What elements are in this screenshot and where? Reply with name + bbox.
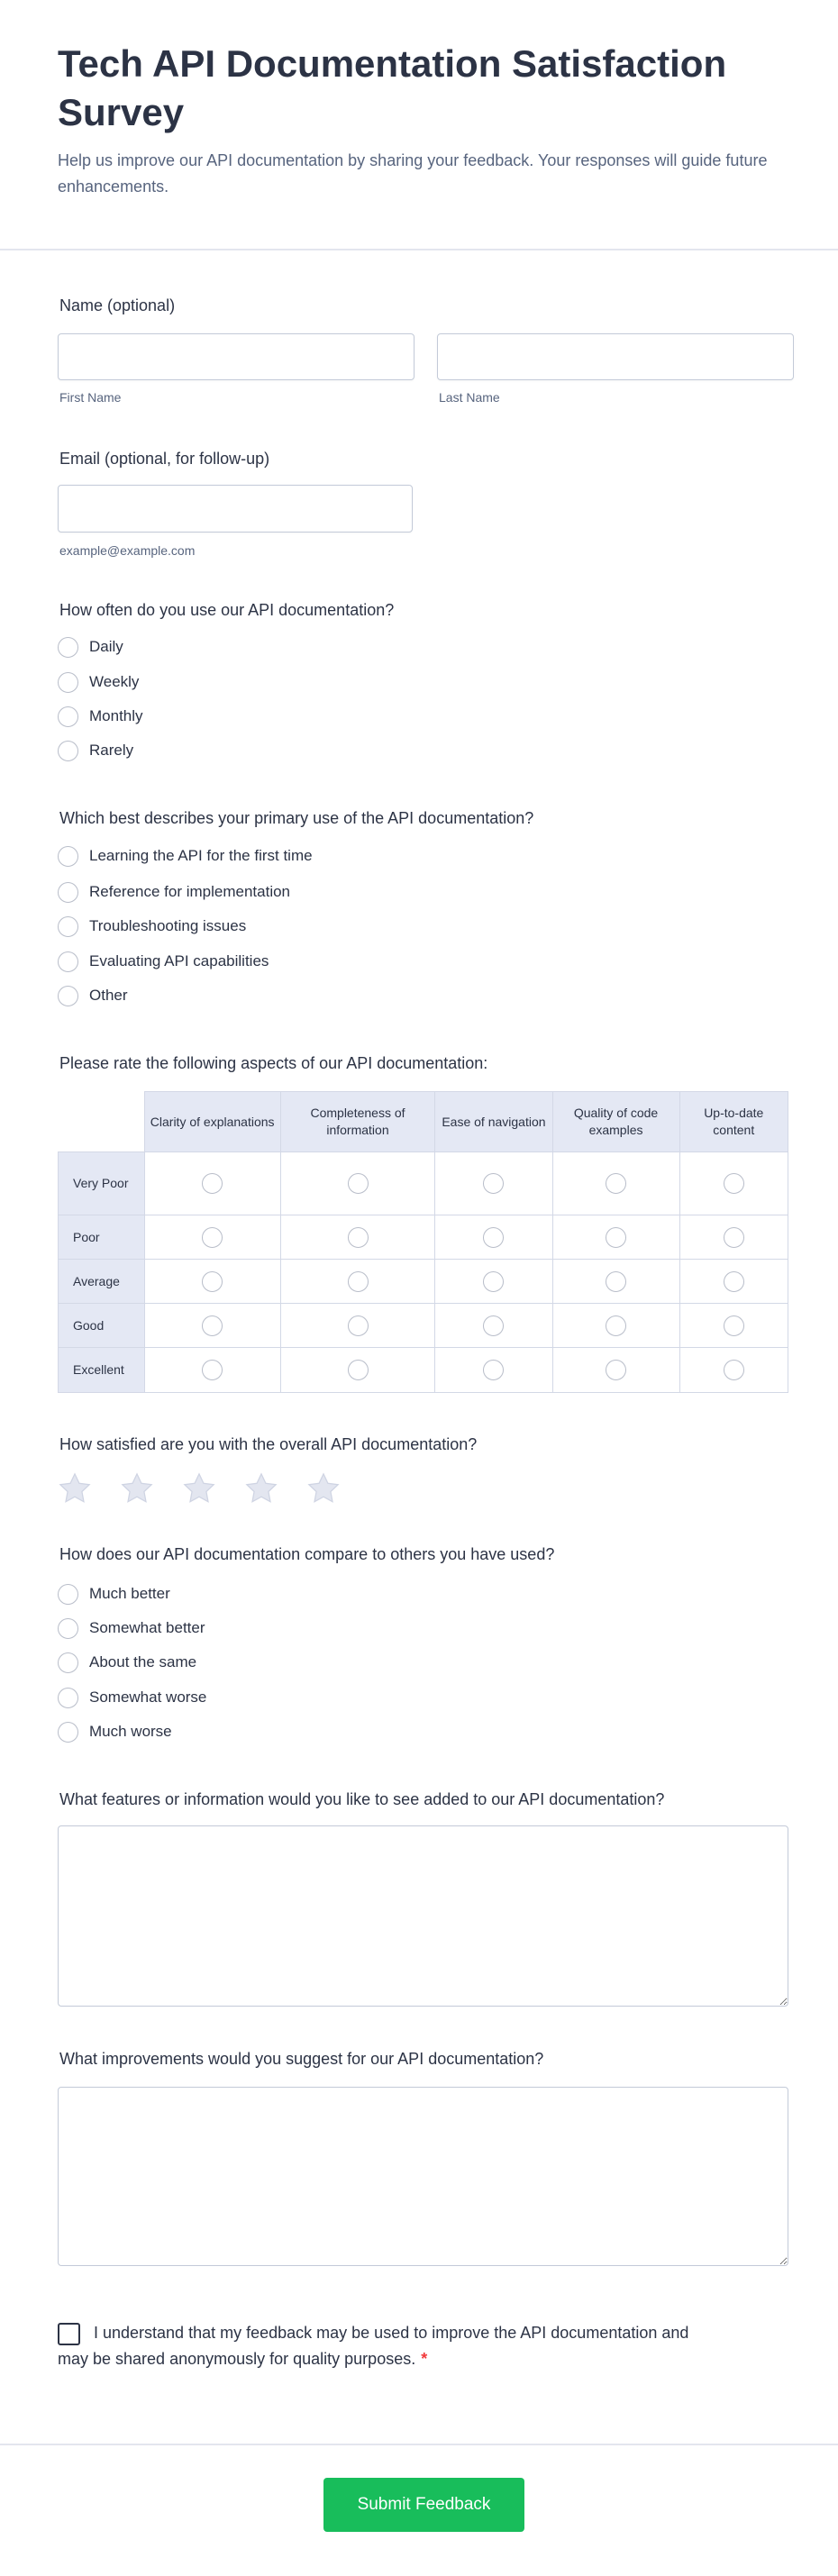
option-label: Much better [89, 1585, 170, 1602]
radio-button[interactable] [58, 706, 78, 727]
radio-button[interactable] [58, 1584, 78, 1605]
option-label: Monthly [89, 707, 143, 724]
matrix-cell[interactable] [144, 1260, 280, 1304]
comparison-option[interactable] [58, 1684, 206, 1711]
option-label: Weekly [89, 673, 140, 690]
matrix-cell[interactable] [144, 1215, 280, 1260]
required-asterisk: * [421, 2350, 428, 2368]
primary-use-option[interactable] [58, 982, 128, 1009]
star-icon[interactable] [182, 1471, 216, 1506]
email-label: Email (optional, for follow-up) [59, 450, 270, 468]
matrix-cell[interactable] [679, 1304, 788, 1348]
matrix-cell[interactable] [280, 1348, 435, 1393]
matrix-radio-button[interactable] [348, 1315, 369, 1336]
matrix-cell[interactable] [679, 1260, 788, 1304]
matrix-cell[interactable] [435, 1215, 552, 1260]
frequency-question: How often do you use our API documentation? [59, 601, 395, 619]
primary-use-option[interactable] [58, 842, 313, 869]
radio-button[interactable] [58, 1652, 78, 1673]
star-icon[interactable] [306, 1471, 341, 1506]
radio-button[interactable] [58, 951, 78, 972]
matrix-radio-button[interactable] [202, 1315, 223, 1336]
matrix-radio-button[interactable] [724, 1360, 744, 1380]
matrix-radio-button[interactable] [348, 1271, 369, 1292]
matrix-cell[interactable] [280, 1215, 435, 1260]
matrix-corner [59, 1092, 145, 1152]
frequency-option[interactable] [58, 703, 143, 730]
matrix-cell[interactable] [435, 1152, 552, 1215]
matrix-radio-button[interactable] [202, 1173, 223, 1194]
footer-divider [0, 2444, 838, 2445]
matrix-column-header: Clarity of explanations [144, 1092, 280, 1152]
matrix-cell[interactable] [144, 1304, 280, 1348]
frequency-option[interactable] [58, 633, 123, 660]
matrix-row [59, 1304, 788, 1348]
matrix-cell[interactable] [435, 1260, 552, 1304]
option-label: Somewhat worse [89, 1689, 207, 1706]
matrix-row [59, 1215, 788, 1260]
page-description: Help us improve our API documentation by sharing your feedback. Your responses will guide future enhancements. [58, 151, 768, 196]
star-rating [58, 1471, 341, 1506]
submit-button[interactable]: Submit Feedback [323, 2478, 524, 2532]
matrix-radio-button[interactable] [348, 1227, 369, 1248]
option-label: Somewhat better [89, 1619, 205, 1636]
first-name-input[interactable] [58, 333, 414, 380]
consent-label: I understand that my feedback may be used to improve the API documentation and may be shared anonymously for quality purposes. [58, 2324, 689, 2368]
option-label: About the same [89, 1653, 197, 1670]
matrix-cell[interactable] [435, 1304, 552, 1348]
comparison-option[interactable] [58, 1649, 196, 1676]
matrix-row-label: Average [59, 1260, 145, 1304]
last-name-input[interactable] [437, 333, 794, 380]
matrix-radio-button[interactable] [724, 1227, 744, 1248]
first-name-sublabel: First Name [59, 390, 122, 405]
matrix-row-label: Excellent [59, 1348, 145, 1393]
matrix-cell[interactable] [679, 1215, 788, 1260]
frequency-option[interactable] [58, 737, 133, 764]
matrix-radio-button[interactable] [483, 1271, 504, 1292]
radio-button[interactable] [58, 882, 78, 903]
matrix-radio-button[interactable] [606, 1173, 626, 1194]
option-label: Reference for implementation [89, 883, 291, 900]
matrix-row-label: Very Poor [59, 1152, 145, 1215]
matrix-cell[interactable] [435, 1348, 552, 1393]
matrix-cell[interactable] [280, 1152, 435, 1215]
matrix-row-label: Good [59, 1304, 145, 1348]
email-sublabel: example@example.com [59, 543, 196, 558]
option-label: Daily [89, 638, 123, 655]
name-label: Name (optional) [59, 296, 176, 314]
matrix-radio-button[interactable] [724, 1271, 744, 1292]
star-icon[interactable] [244, 1471, 278, 1506]
matrix-cell[interactable] [552, 1304, 679, 1348]
option-label: Evaluating API capabilities [89, 952, 269, 969]
matrix-row-label: Poor [59, 1215, 145, 1260]
matrix-question: Please rate the following aspects of our API documentation: [59, 1054, 488, 1072]
matrix-cell[interactable] [552, 1260, 679, 1304]
page-title: Tech API Documentation Satisfaction Survey [58, 42, 727, 133]
matrix-column-header: Up-to-date content [679, 1092, 788, 1152]
consent-text [58, 2320, 706, 2372]
matrix-radio-button[interactable] [483, 1227, 504, 1248]
option-label: Other [89, 987, 128, 1004]
email-input[interactable] [58, 485, 413, 532]
star-icon[interactable] [120, 1471, 154, 1506]
matrix-row [59, 1152, 788, 1215]
improvements-question: What improvements would you suggest for our API documentation? [59, 2050, 544, 2068]
comparison-option[interactable] [58, 1615, 205, 1642]
matrix-cell[interactable] [144, 1152, 280, 1215]
matrix-cell[interactable] [144, 1348, 280, 1393]
matrix-cell[interactable] [679, 1348, 788, 1393]
comparison-question: How does our API documentation compare to others you have used? [59, 1545, 555, 1563]
header-divider [0, 249, 838, 250]
matrix-radio-button[interactable] [724, 1315, 744, 1336]
matrix-cell[interactable] [679, 1152, 788, 1215]
matrix-radio-button[interactable] [483, 1315, 504, 1336]
option-label: Much worse [89, 1723, 172, 1740]
matrix-cell[interactable] [280, 1304, 435, 1348]
matrix-radio-button[interactable] [348, 1360, 369, 1380]
primary-use-option[interactable] [58, 948, 269, 975]
matrix-radio-button[interactable] [202, 1360, 223, 1380]
matrix-radio-button[interactable] [606, 1360, 626, 1380]
matrix-row [59, 1260, 788, 1304]
last-name-sublabel: Last Name [439, 390, 500, 405]
matrix-cell[interactable] [552, 1215, 679, 1260]
frequency-option[interactable] [58, 669, 139, 696]
radio-button[interactable] [58, 1722, 78, 1743]
features-question: What features or information would you like to see added to our API documentation? [59, 1790, 665, 1808]
option-label: Learning the API for the first time [89, 847, 313, 864]
radio-button[interactable] [58, 1618, 78, 1639]
consent-checkbox[interactable] [58, 2323, 80, 2345]
satisfaction-question: How satisfied are you with the overall API documentation? [59, 1435, 478, 1453]
matrix-radio-button[interactable] [483, 1360, 504, 1380]
matrix-radio-button[interactable] [606, 1227, 626, 1248]
matrix-column-header: Ease of navigation [435, 1092, 552, 1152]
matrix-radio-button[interactable] [606, 1271, 626, 1292]
radio-button[interactable] [58, 986, 78, 1006]
rating-matrix [58, 1091, 788, 1393]
option-label: Troubleshooting issues [89, 917, 247, 934]
matrix-cell[interactable] [552, 1152, 679, 1215]
matrix-radio-button[interactable] [606, 1315, 626, 1336]
matrix-radio-button[interactable] [202, 1227, 223, 1248]
matrix-radio-button[interactable] [483, 1173, 504, 1194]
radio-button[interactable] [58, 846, 78, 867]
matrix-row [59, 1348, 788, 1393]
primary-use-option[interactable] [58, 878, 290, 906]
matrix-radio-button[interactable] [724, 1173, 744, 1194]
matrix-radio-button[interactable] [202, 1271, 223, 1292]
radio-button[interactable] [58, 1688, 78, 1708]
primary-use-option[interactable] [58, 913, 246, 940]
comparison-option[interactable] [58, 1718, 172, 1745]
matrix-column-header: Quality of code examples [552, 1092, 679, 1152]
star-icon[interactable] [58, 1471, 92, 1506]
radio-button[interactable] [58, 916, 78, 937]
comparison-option[interactable] [58, 1580, 170, 1607]
radio-button[interactable] [58, 672, 78, 693]
option-label: Rarely [89, 742, 134, 759]
matrix-cell[interactable] [552, 1348, 679, 1393]
features-textarea[interactable] [58, 1825, 788, 2007]
radio-button[interactable] [58, 637, 78, 658]
matrix-radio-button[interactable] [348, 1173, 369, 1194]
matrix-cell[interactable] [280, 1260, 435, 1304]
radio-button[interactable] [58, 741, 78, 761]
primary-use-question: Which best describes your primary use of the API documentation? [59, 809, 534, 827]
improvements-textarea[interactable] [58, 2087, 788, 2266]
matrix-column-header: Completeness of information [280, 1092, 435, 1152]
